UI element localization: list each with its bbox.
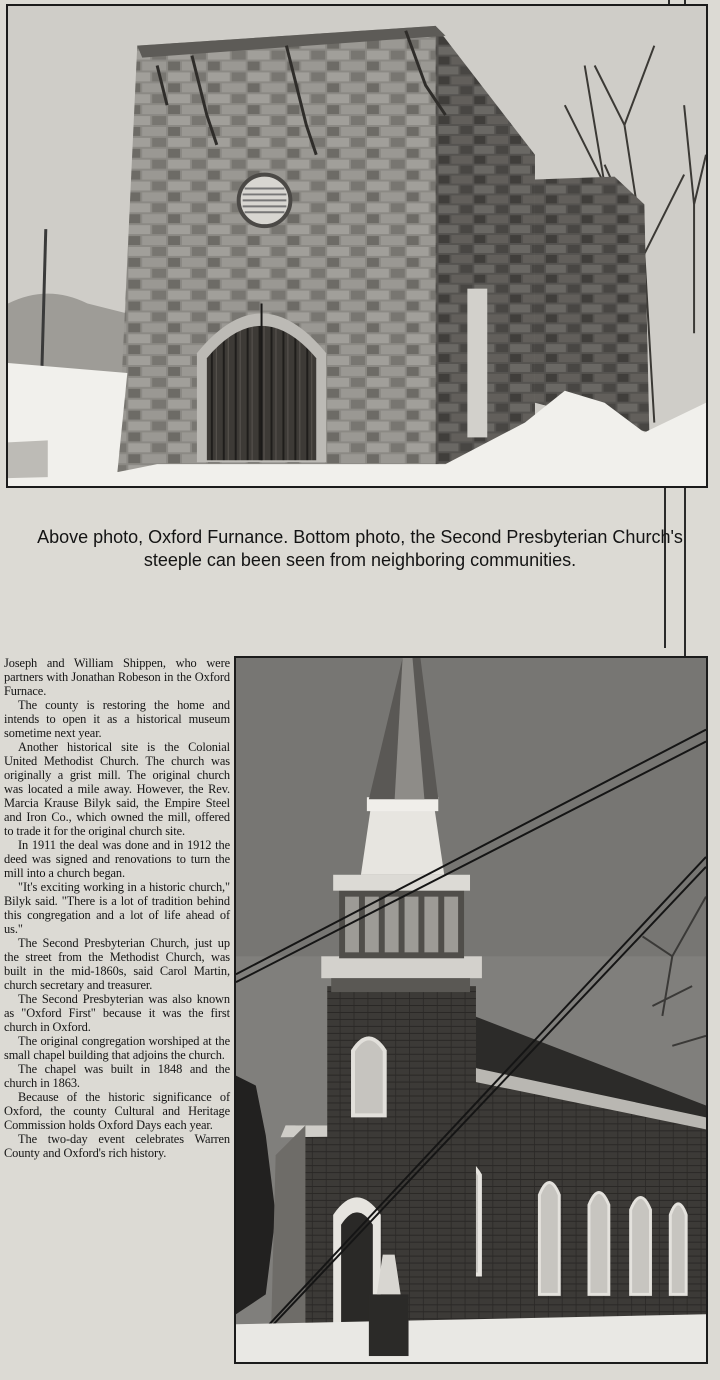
article-column	[4, 656, 230, 1160]
article-paragraph: The Second Presbyterian Church, just up the street from the Methodist Church, was built in the mid-1860s, said Carol Martin, church secretary and treasurer.	[4, 936, 230, 992]
article-paragraph: The county is restoring the home and intends to open it as a historical museum sometime next year.	[4, 698, 230, 740]
column-rule	[684, 488, 686, 656]
article-paragraph: Joseph and William Shippen, who were partners with Jonathan Robeson in the Oxford Furnace.	[4, 656, 230, 698]
article-paragraph: The original congregation worshiped at the small chapel building that adjoins the church.	[4, 1034, 230, 1062]
article-paragraph: The chapel was built in 1848 and the church in 1863.	[4, 1062, 230, 1090]
photo-caption: Above photo, Oxford Furnance. Bottom photo, the Second Presbyterian Church's steeple can been seen from neighboring communities.	[37, 527, 683, 570]
article-paragraph: The Second Presbyterian was also known as "Oxford First" because it was the first church in Oxford.	[4, 992, 230, 1034]
article-paragraph: In 1911 the deal was done and in 1912 the deed was signed and renovations to turn the mill into a church began.	[4, 838, 230, 880]
article-paragraph: "It's exciting working in a historic church," Bilyk said. "There is a lot of tradition behind this congregation and a lot of life ahead of us."	[4, 880, 230, 936]
article-paragraph: The two-day event celebrates Warren County and Oxford's rich history.	[4, 1132, 230, 1160]
photo-second-presbyterian-church	[234, 656, 708, 1364]
article-paragraph: Another historical site is the Colonial United Methodist Church. The church was originally a grist mill. The original church was located a mile away. However, the Rev. Marcia Krause Bilyk said, the Empire Steel and Iron Co., which owned the mill, offered to trade it for the original church site.	[4, 740, 230, 838]
photo-oxford-furnace	[6, 4, 708, 488]
article-paragraph: Because of the historic significance of Oxford, the county Cultural and Heritage Commission holds Oxford Days each year.	[4, 1090, 230, 1132]
